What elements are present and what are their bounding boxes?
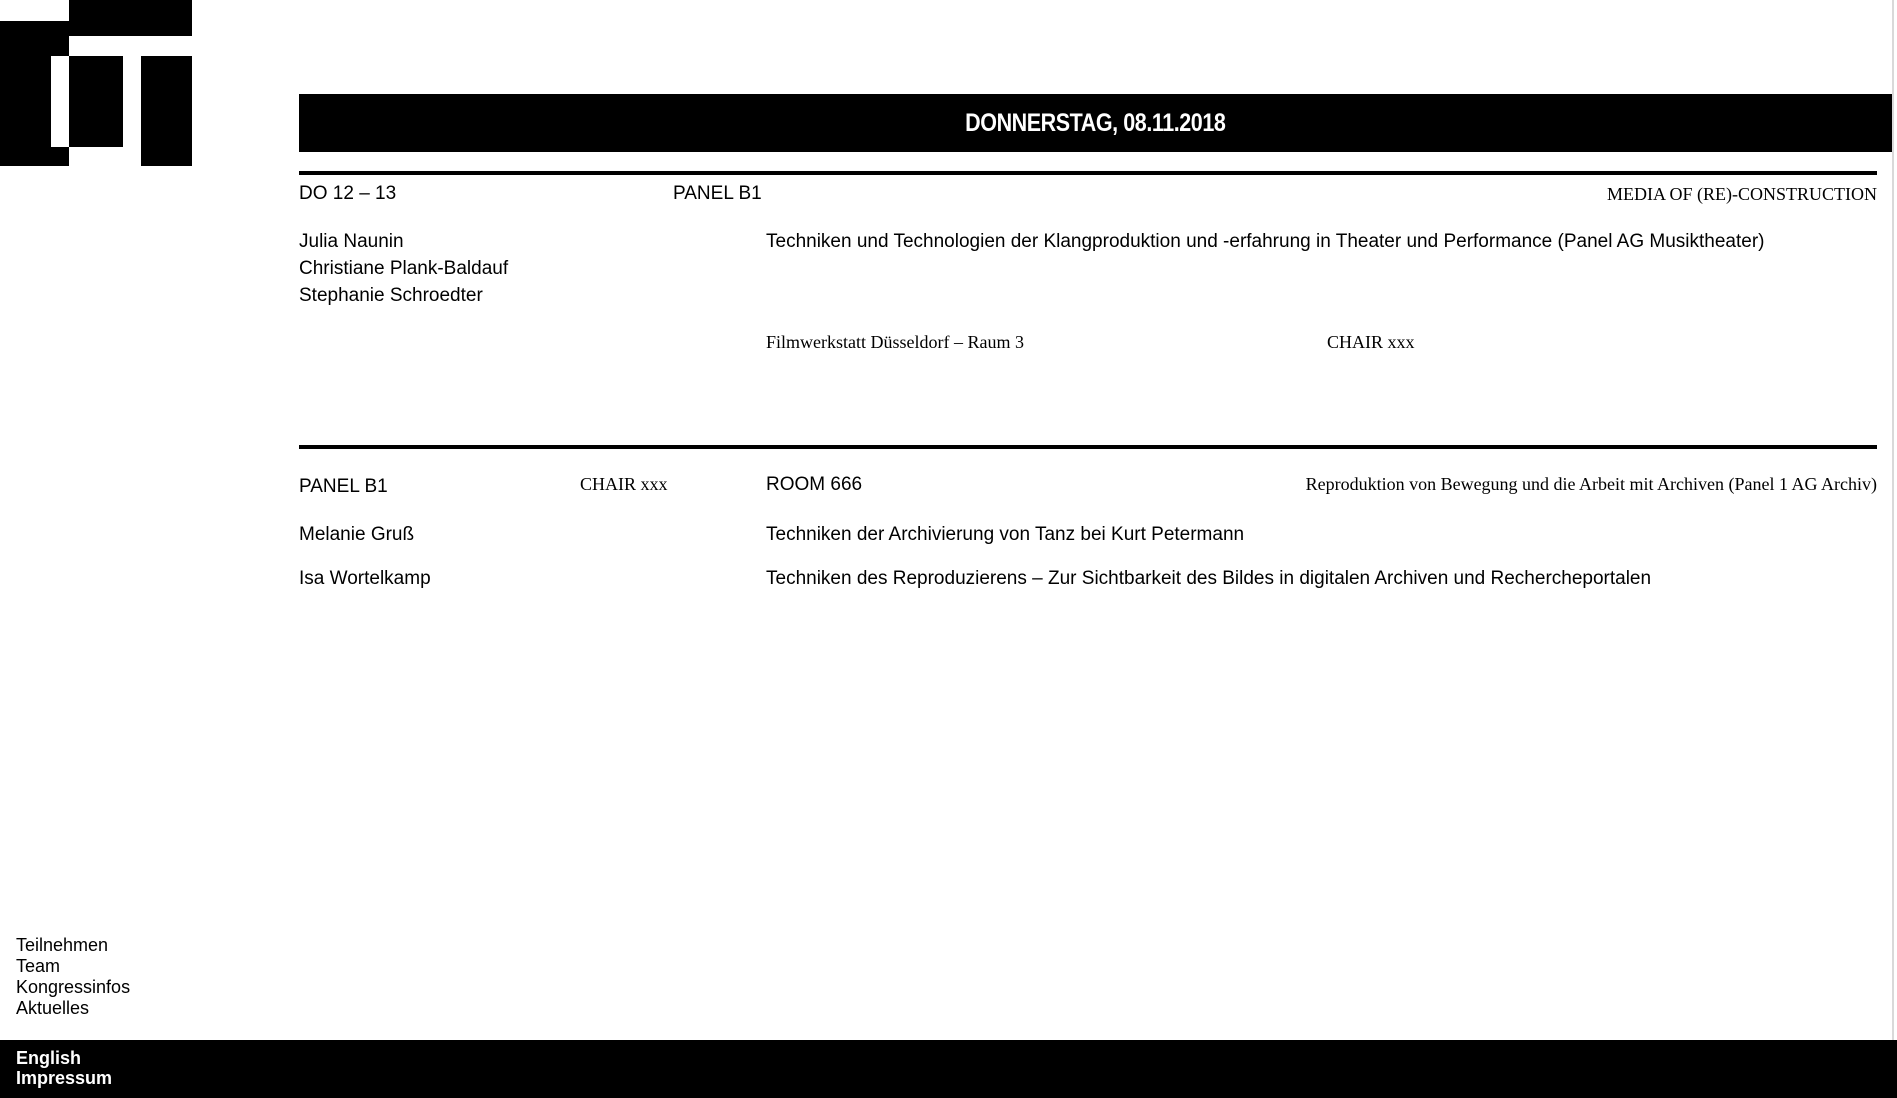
logo-mark-icon bbox=[0, 0, 192, 166]
logo[interactable] bbox=[0, 0, 192, 166]
talk-title: Techniken des Reproduzierens – Zur Sichtbarkeit des Bildes in digitalen Archiven und Rechercheportalen bbox=[766, 568, 1652, 589]
nav-item-kongressinfos[interactable]: Kongressinfos bbox=[16, 977, 131, 997]
speaker-name: Isa Wortelkamp bbox=[299, 568, 431, 589]
nav-item-team[interactable]: Team bbox=[16, 956, 61, 976]
speaker-name: Christiane Plank-Baldauf bbox=[299, 258, 509, 279]
main-nav bbox=[16, 935, 130, 1019]
nav-item-aktuelles[interactable]: Aktuelles bbox=[16, 998, 90, 1018]
panel-label: PANEL B1 bbox=[299, 476, 388, 497]
talk-title: Techniken der Archivierung von Tanz bei Kurt Petermann bbox=[766, 524, 1245, 545]
location: Filmwerkstatt Düsseldorf – Raum 3 bbox=[766, 332, 1024, 352]
talk-title: Techniken und Technologien der Klangproduktion und -erfahrung in Theater und Performance (Panel AG Musiktheater) bbox=[766, 231, 1765, 252]
section-title: Reproduktion von Bewegung und die Arbeit mit Archiven (Panel 1 AG Archiv) bbox=[1305, 474, 1877, 494]
page-edge-divider bbox=[1892, 0, 1894, 1040]
section-title: MEDIA OF (RE)-CONSTRUCTION bbox=[1607, 184, 1877, 204]
room-label: ROOM 666 bbox=[766, 474, 863, 495]
chair-label: CHAIR xxx bbox=[580, 474, 668, 494]
section-divider bbox=[299, 171, 1877, 175]
language-link-english[interactable]: English bbox=[16, 1048, 82, 1068]
speaker-name: Julia Naunin bbox=[299, 231, 404, 252]
panel-label: PANEL B1 bbox=[673, 183, 762, 204]
chair-label: CHAIR xxx bbox=[1327, 332, 1415, 352]
speaker-name: Stephanie Schroedter bbox=[299, 285, 483, 306]
nav-item-teilnehmen[interactable]: Teilnehmen bbox=[16, 935, 109, 955]
session-time: DO 12 – 13 bbox=[299, 183, 397, 204]
section-divider bbox=[299, 445, 1877, 449]
speaker-name: Melanie Gruß bbox=[299, 524, 415, 545]
footer bbox=[0, 1040, 1897, 1098]
day-title: DONNERSTAG, 08.11.2018 bbox=[965, 108, 1226, 137]
day-header bbox=[299, 94, 1892, 152]
impressum-link[interactable]: Impressum bbox=[16, 1068, 113, 1088]
